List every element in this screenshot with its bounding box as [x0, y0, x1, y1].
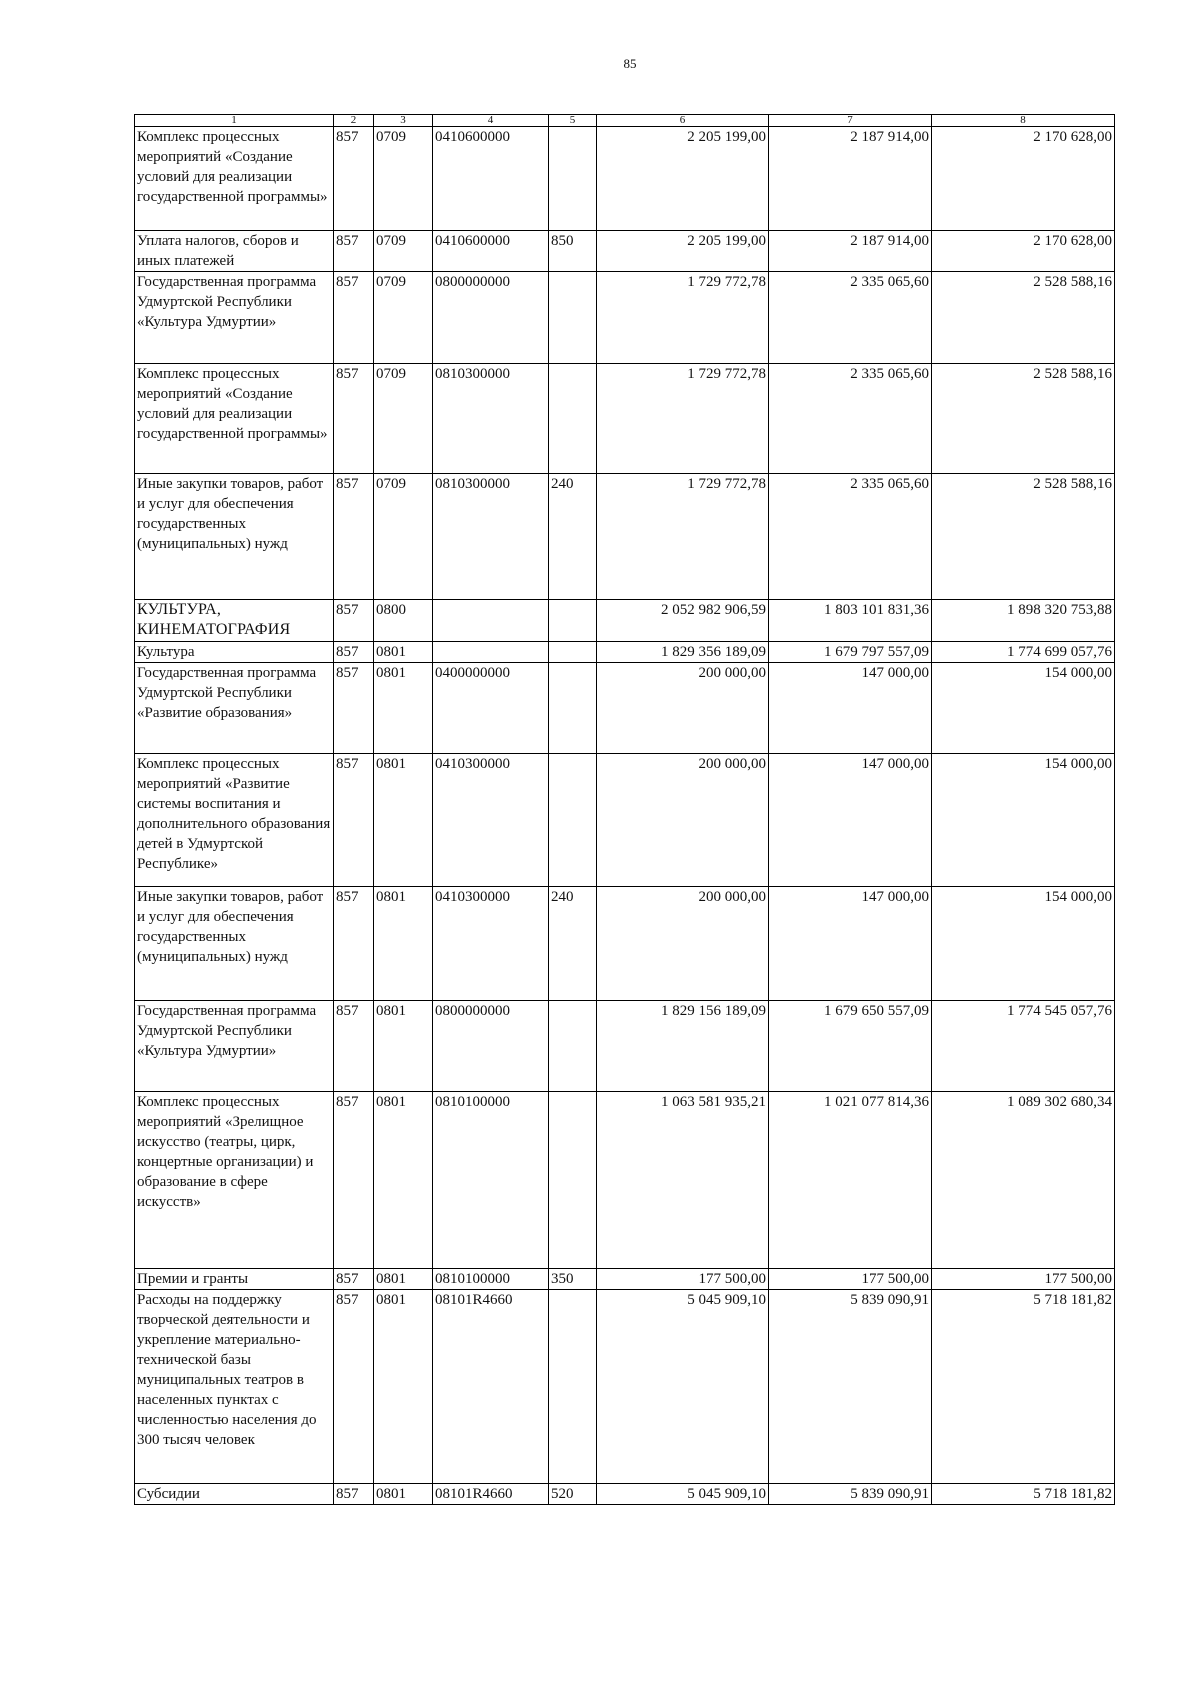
cell-target-article: 0800000000 — [433, 1001, 549, 1092]
table-row — [135, 1092, 1115, 1269]
cell-section-code: 0801 — [374, 1092, 433, 1269]
row-name: Премии и гранты — [135, 1269, 334, 1290]
row-name: Комплекс процессных мероприятий «Создание условий для реализации государственной программы» — [135, 364, 334, 474]
cell-amount-year3: 154 000,00 — [932, 887, 1115, 1001]
cell-admin-code: 857 — [334, 1269, 374, 1290]
cell-section-code: 0800 — [374, 600, 433, 642]
cell-amount-year2: 2 187 914,00 — [769, 127, 932, 231]
row-name: Иные закупки товаров, работ и услуг для обеспечения государственных (муниципальных) нужд — [135, 474, 334, 600]
cell-amount-year1: 1 729 772,78 — [597, 364, 769, 474]
cell-section-code: 0801 — [374, 1269, 433, 1290]
cell-target-article: 08101R4660 — [433, 1484, 549, 1505]
cell-expense-type — [549, 1001, 597, 1092]
table-row — [135, 127, 1115, 231]
cell-expense-type — [549, 754, 597, 887]
row-name: Расходы на поддержку творческой деятельности и укрепление материально-технической базы муниципальных театров в населенных пунктах с численностью населения до 300 тысяч человек — [135, 1290, 334, 1484]
cell-admin-code: 857 — [334, 474, 374, 600]
cell-expense-type — [549, 364, 597, 474]
cell-expense-type — [549, 1092, 597, 1269]
cell-amount-year1: 1 729 772,78 — [597, 474, 769, 600]
cell-amount-year2: 5 839 090,91 — [769, 1290, 932, 1484]
cell-section-code: 0801 — [374, 1290, 433, 1484]
table-row — [135, 474, 1115, 600]
cell-amount-year2: 147 000,00 — [769, 663, 932, 754]
cell-amount-year1: 200 000,00 — [597, 754, 769, 887]
table-row — [135, 1001, 1115, 1092]
cell-amount-year2: 1 679 797 557,09 — [769, 642, 932, 663]
cell-amount-year1: 177 500,00 — [597, 1269, 769, 1290]
budget-table — [134, 114, 1115, 1505]
row-name: Иные закупки товаров, работ и услуг для обеспечения государственных (муниципальных) нужд — [135, 887, 334, 1001]
cell-amount-year2: 2 335 065,60 — [769, 364, 932, 474]
cell-section-code: 0709 — [374, 231, 433, 272]
cell-expense-type: 350 — [549, 1269, 597, 1290]
cell-target-article: 0400000000 — [433, 663, 549, 754]
cell-admin-code: 857 — [334, 642, 374, 663]
table-row — [135, 364, 1115, 474]
cell-amount-year1: 5 045 909,10 — [597, 1290, 769, 1484]
cell-amount-year3: 1 898 320 753,88 — [932, 600, 1115, 642]
cell-amount-year1: 2 205 199,00 — [597, 231, 769, 272]
table-row — [135, 754, 1115, 887]
cell-section-code: 0801 — [374, 1001, 433, 1092]
cell-target-article: 0810300000 — [433, 474, 549, 600]
cell-section-code: 0709 — [374, 474, 433, 600]
cell-amount-year2: 177 500,00 — [769, 1269, 932, 1290]
cell-amount-year3: 2 528 588,16 — [932, 474, 1115, 600]
column-header: 2 — [334, 115, 374, 127]
cell-admin-code: 857 — [334, 231, 374, 272]
column-number-row — [135, 115, 1115, 127]
cell-section-code: 0709 — [374, 272, 433, 364]
row-name: Субсидии — [135, 1484, 334, 1505]
table-row — [135, 663, 1115, 754]
row-name: Комплекс процессных мероприятий «Развитие системы воспитания и дополнительного образования детей в Удмуртской Республике» — [135, 754, 334, 887]
cell-amount-year3: 1 774 545 057,76 — [932, 1001, 1115, 1092]
cell-amount-year3: 2 170 628,00 — [932, 231, 1115, 272]
cell-amount-year3: 177 500,00 — [932, 1269, 1115, 1290]
row-name: Уплата налогов, сборов и иных платежей — [135, 231, 334, 272]
cell-admin-code: 857 — [334, 1092, 374, 1269]
cell-amount-year3: 2 528 588,16 — [932, 364, 1115, 474]
table-row — [135, 1484, 1115, 1505]
cell-expense-type: 240 — [549, 887, 597, 1001]
table-row — [135, 231, 1115, 272]
row-name: Культура — [135, 642, 334, 663]
cell-admin-code: 857 — [334, 1290, 374, 1484]
cell-admin-code: 857 — [334, 272, 374, 364]
row-name: Государственная программа Удмуртской Республики «Культура Удмуртии» — [135, 1001, 334, 1092]
cell-expense-type — [549, 127, 597, 231]
cell-target-article: 0410300000 — [433, 754, 549, 887]
cell-amount-year1: 2 205 199,00 — [597, 127, 769, 231]
cell-admin-code: 857 — [334, 364, 374, 474]
cell-expense-type — [549, 1290, 597, 1484]
row-name: Государственная программа Удмуртской Республики «Развитие образования» — [135, 663, 334, 754]
column-header: 8 — [932, 115, 1115, 127]
cell-amount-year2: 147 000,00 — [769, 754, 932, 887]
row-name: Государственная программа Удмуртской Республики «Культура Удмуртии» — [135, 272, 334, 364]
cell-section-code: 0801 — [374, 642, 433, 663]
cell-amount-year2: 1 021 077 814,36 — [769, 1092, 932, 1269]
cell-target-article: 0810100000 — [433, 1092, 549, 1269]
cell-expense-type — [549, 663, 597, 754]
cell-admin-code: 857 — [334, 1484, 374, 1505]
cell-amount-year2: 2 187 914,00 — [769, 231, 932, 272]
cell-amount-year1: 5 045 909,10 — [597, 1484, 769, 1505]
cell-amount-year2: 2 335 065,60 — [769, 474, 932, 600]
cell-admin-code: 857 — [334, 663, 374, 754]
cell-section-code: 0801 — [374, 754, 433, 887]
cell-target-article — [433, 600, 549, 642]
cell-target-article: 0410600000 — [433, 231, 549, 272]
column-header: 6 — [597, 115, 769, 127]
row-name: КУЛЬТУРА, КИНЕМАТОГРАФИЯ — [135, 600, 334, 642]
column-header: 7 — [769, 115, 932, 127]
column-header: 3 — [374, 115, 433, 127]
cell-amount-year1: 1 829 356 189,09 — [597, 642, 769, 663]
table-row — [135, 1290, 1115, 1484]
column-header: 1 — [135, 115, 334, 127]
cell-amount-year2: 1 803 101 831,36 — [769, 600, 932, 642]
cell-amount-year2: 1 679 650 557,09 — [769, 1001, 932, 1092]
cell-section-code: 0709 — [374, 127, 433, 231]
cell-amount-year3: 154 000,00 — [932, 663, 1115, 754]
cell-expense-type: 520 — [549, 1484, 597, 1505]
cell-amount-year2: 5 839 090,91 — [769, 1484, 932, 1505]
cell-amount-year1: 1 829 156 189,09 — [597, 1001, 769, 1092]
cell-target-article: 0810300000 — [433, 364, 549, 474]
cell-admin-code: 857 — [334, 600, 374, 642]
cell-amount-year1: 2 052 982 906,59 — [597, 600, 769, 642]
cell-admin-code: 857 — [334, 754, 374, 887]
cell-target-article — [433, 642, 549, 663]
column-header: 4 — [433, 115, 549, 127]
cell-amount-year3: 2 528 588,16 — [932, 272, 1115, 364]
cell-target-article: 0800000000 — [433, 272, 549, 364]
cell-admin-code: 857 — [334, 127, 374, 231]
cell-amount-year1: 1 063 581 935,21 — [597, 1092, 769, 1269]
cell-target-article: 0810100000 — [433, 1269, 549, 1290]
cell-amount-year1: 200 000,00 — [597, 887, 769, 1001]
cell-target-article: 0410600000 — [433, 127, 549, 231]
cell-amount-year3: 1 774 699 057,76 — [932, 642, 1115, 663]
table-row — [135, 600, 1115, 642]
cell-expense-type: 240 — [549, 474, 597, 600]
row-name: Комплекс процессных мероприятий «Зрелищное искусство (театры, цирк, концертные организации) и образование в сфере искусств» — [135, 1092, 334, 1269]
table-row — [135, 642, 1115, 663]
cell-amount-year3: 1 089 302 680,34 — [932, 1092, 1115, 1269]
cell-expense-type — [549, 272, 597, 364]
cell-amount-year3: 5 718 181,82 — [932, 1484, 1115, 1505]
table-row — [135, 887, 1115, 1001]
cell-target-article: 08101R4660 — [433, 1290, 549, 1484]
cell-amount-year3: 5 718 181,82 — [932, 1290, 1115, 1484]
cell-target-article: 0410300000 — [433, 887, 549, 1001]
cell-section-code: 0709 — [374, 364, 433, 474]
cell-section-code: 0801 — [374, 663, 433, 754]
cell-expense-type — [549, 642, 597, 663]
column-header: 5 — [549, 115, 597, 127]
cell-section-code: 0801 — [374, 1484, 433, 1505]
cell-admin-code: 857 — [334, 1001, 374, 1092]
row-name: Комплекс процессных мероприятий «Создание условий для реализации государственной программы» — [135, 127, 334, 231]
cell-expense-type — [549, 600, 597, 642]
page-number: 85 — [623, 56, 637, 71]
cell-amount-year2: 2 335 065,60 — [769, 272, 932, 364]
table-row — [135, 272, 1115, 364]
cell-amount-year3: 2 170 628,00 — [932, 127, 1115, 231]
cell-amount-year3: 154 000,00 — [932, 754, 1115, 887]
cell-amount-year1: 200 000,00 — [597, 663, 769, 754]
cell-amount-year1: 1 729 772,78 — [597, 272, 769, 364]
table-row — [135, 1269, 1115, 1290]
cell-amount-year2: 147 000,00 — [769, 887, 932, 1001]
cell-section-code: 0801 — [374, 887, 433, 1001]
cell-admin-code: 857 — [334, 887, 374, 1001]
cell-expense-type: 850 — [549, 231, 597, 272]
